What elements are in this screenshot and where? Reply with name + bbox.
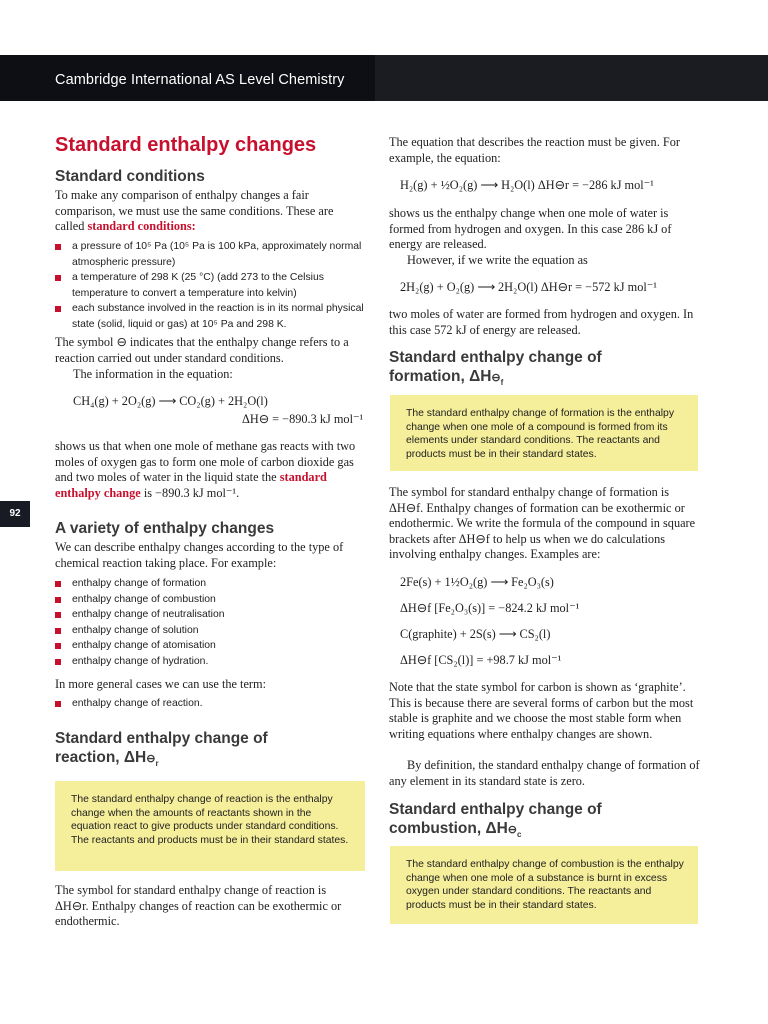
combustion-subscript: c xyxy=(517,830,522,840)
page-title: Standard enthalpy changes xyxy=(55,134,317,156)
standard-symbol-icon: ⊖ xyxy=(146,753,156,765)
reaction-heading-line1: Standard enthalpy change of xyxy=(55,730,268,747)
combustion-definition: The standard enthalpy change of combustion is the enthalpy change when one mole of a substance is burnt in excess oxygen under standard conditions. The reactants and products must be in their standard states. xyxy=(406,859,684,911)
reaction-definition: The standard enthalpy change of reaction is the enthalpy change when the amounts of reactants shown in the equation react to give products under standard conditions. The reactants and products must be in their standard states. xyxy=(71,794,349,846)
reaction-subscript: r xyxy=(155,759,159,769)
header-right-band xyxy=(375,55,768,101)
standard-conditions-term: standard conditions: xyxy=(87,219,196,234)
formation-symbol-paragraph: The symbol for standard enthalpy change of formation is ΔH⊖f. Enthalpy changes of formation can be exothermic or endothermic. We write the formula of the compound in square brackets after ΔH⊖f to help us when we do calculations involving enthalpy changes. Examples are: xyxy=(389,485,696,562)
carbon-disulfide-enthalpy: ΔH⊖f [CS₂(l)] = +98.7 kJ mol⁻¹ xyxy=(400,653,562,667)
list-item: enthalpy change of formation xyxy=(55,576,365,592)
methane-enthalpy: ΔH⊖ = −890.3 kJ mol⁻¹ xyxy=(242,412,364,426)
graphite-note: Note that the state symbol for carbon is shown as ‘graphite’. This is because there are several forms of carbon but the most stable is graphite and we choose the most stable form when writing equations where enthalpy changes are shown. xyxy=(389,680,694,741)
book-title: Cambridge International AS Level Chemistry xyxy=(55,72,345,88)
combustion-heading-line1: Standard enthalpy change of xyxy=(389,801,602,818)
list-item: enthalpy change of atomisation xyxy=(55,638,365,654)
running-header xyxy=(0,55,768,101)
standard-conditions-intro xyxy=(55,188,365,235)
standard-symbol-icon: ⊖ xyxy=(507,824,517,836)
list-item: a temperature of 298 K (25 °C) (add 273 to the Celsius temperature to convert a temperature into kelvin) xyxy=(55,270,373,301)
formation-subscript: f xyxy=(500,378,504,388)
iron-oxide-equation: 2Fe(s) + 1½O₂(g) ⟶ Fe₂O₃(s) xyxy=(400,575,554,589)
list-item: each substance involved in the reaction is in its normal physical state (solid, liquid or gas) at 10⁵ Pa and 298 K. xyxy=(55,301,373,332)
symbol-paragraph: The symbol ⊖ indicates that the enthalpy change refers to a reaction carried out under standard conditions. xyxy=(55,335,349,365)
formation-heading xyxy=(389,348,602,388)
standard-enthalpy-change-term: standard enthalpy change xyxy=(55,470,327,500)
methane-equation: CH₄(g) + 2O₂(g) ⟶ CO₂(g) + 2H₂O(l) xyxy=(73,394,268,408)
conditions-list xyxy=(55,239,373,332)
reaction-heading-line2 xyxy=(55,748,268,769)
info-paragraph: The information in the equation: xyxy=(73,367,233,381)
combustion-definition-box xyxy=(390,846,698,924)
variety-intro: We can describe enthalpy changes according to the type of chemical reaction taking place. For example: xyxy=(55,540,344,570)
general-text: In more general cases we can use the term: xyxy=(55,677,266,691)
element-definition: By definition, the standard enthalpy change of formation of any element in its standard state is zero. xyxy=(389,758,700,788)
water-equation-2: 2H₂(g) + O₂(g) ⟶ 2H₂O(l) ΔH⊖r = −572 kJ mol⁻¹ xyxy=(400,280,657,294)
list-item: a pressure of 10⁵ Pa (10⁵ Pa is 100 kPa, approximately normal atmospheric pressure) xyxy=(55,239,373,270)
explanation-end: is −890.3 kJ mol⁻¹. xyxy=(143,485,240,500)
enthalpy-types-list xyxy=(55,576,365,669)
formation-heading-line2 xyxy=(389,367,602,388)
reaction-heading-symbol: reaction, ΔH xyxy=(55,749,147,766)
reaction-heading xyxy=(55,729,268,769)
reaction-definition-box xyxy=(55,781,365,871)
water-explanation-2: two moles of water are formed from hydrogen and oxygen. In this case 572 kJ of energy are released. xyxy=(389,307,694,337)
carbon-disulfide-equation: C(graphite) + 2S(s) ⟶ CS₂(l) xyxy=(400,627,551,641)
standard-symbol-icon: ⊖ xyxy=(491,372,501,384)
general-list xyxy=(55,696,365,712)
page-number: 92 xyxy=(0,501,30,527)
list-item: enthalpy change of neutralisation xyxy=(55,607,365,623)
explanation-text: shows us that when one mole of methane gas reacts with two moles of oxygen gas to form one mole of carbon dioxide gas and two moles of water in the liquid state the xyxy=(55,439,356,485)
combustion-heading xyxy=(389,800,602,840)
list-item: enthalpy change of solution xyxy=(55,623,365,639)
right-intro: The equation that describes the reaction must be given. For example, the equation: xyxy=(389,135,680,165)
formation-definition: The standard enthalpy change of formation is the enthalpy change when one mole of a compound is formed from its elements under standard conditions. The reactants and products must be in their standard states. xyxy=(406,408,675,460)
list-item: enthalpy change of hydration. xyxy=(55,654,365,670)
combustion-heading-line2 xyxy=(389,819,602,840)
intro-text: To make any comparison of enthalpy changes a fair comparison, we must use the same conditions. These are called xyxy=(55,188,334,234)
iron-oxide-enthalpy: ΔH⊖f [Fe₂O₃(s)] = −824.2 kJ mol⁻¹ xyxy=(400,601,580,615)
however-text: However, if we write the equation as xyxy=(407,253,588,267)
reaction-symbol-paragraph: The symbol for standard enthalpy change of reaction is ΔH⊖r. Enthalpy changes of reaction can be exothermic or endothermic. xyxy=(55,883,342,929)
formation-heading-line1: Standard enthalpy change of xyxy=(389,349,602,366)
water-equation-1: H₂(g) + ½O₂(g) ⟶ H₂O(l) ΔH⊖r = −286 kJ mol⁻¹ xyxy=(400,178,654,192)
standard-conditions-heading: Standard conditions xyxy=(55,168,205,185)
list-item: enthalpy change of reaction. xyxy=(55,696,365,712)
formation-definition-box xyxy=(390,395,698,471)
variety-heading: A variety of enthalpy changes xyxy=(55,520,275,537)
water-explanation-1: shows us the enthalpy change when one mole of water is formed from hydrogen and oxygen. In this case 286 kJ of energy are released. xyxy=(389,206,672,252)
formation-heading-symbol: formation, ΔH xyxy=(389,368,492,385)
methane-explanation xyxy=(55,439,363,501)
combustion-heading-symbol: combustion, ΔH xyxy=(389,820,508,837)
list-item: enthalpy change of combustion xyxy=(55,592,365,608)
